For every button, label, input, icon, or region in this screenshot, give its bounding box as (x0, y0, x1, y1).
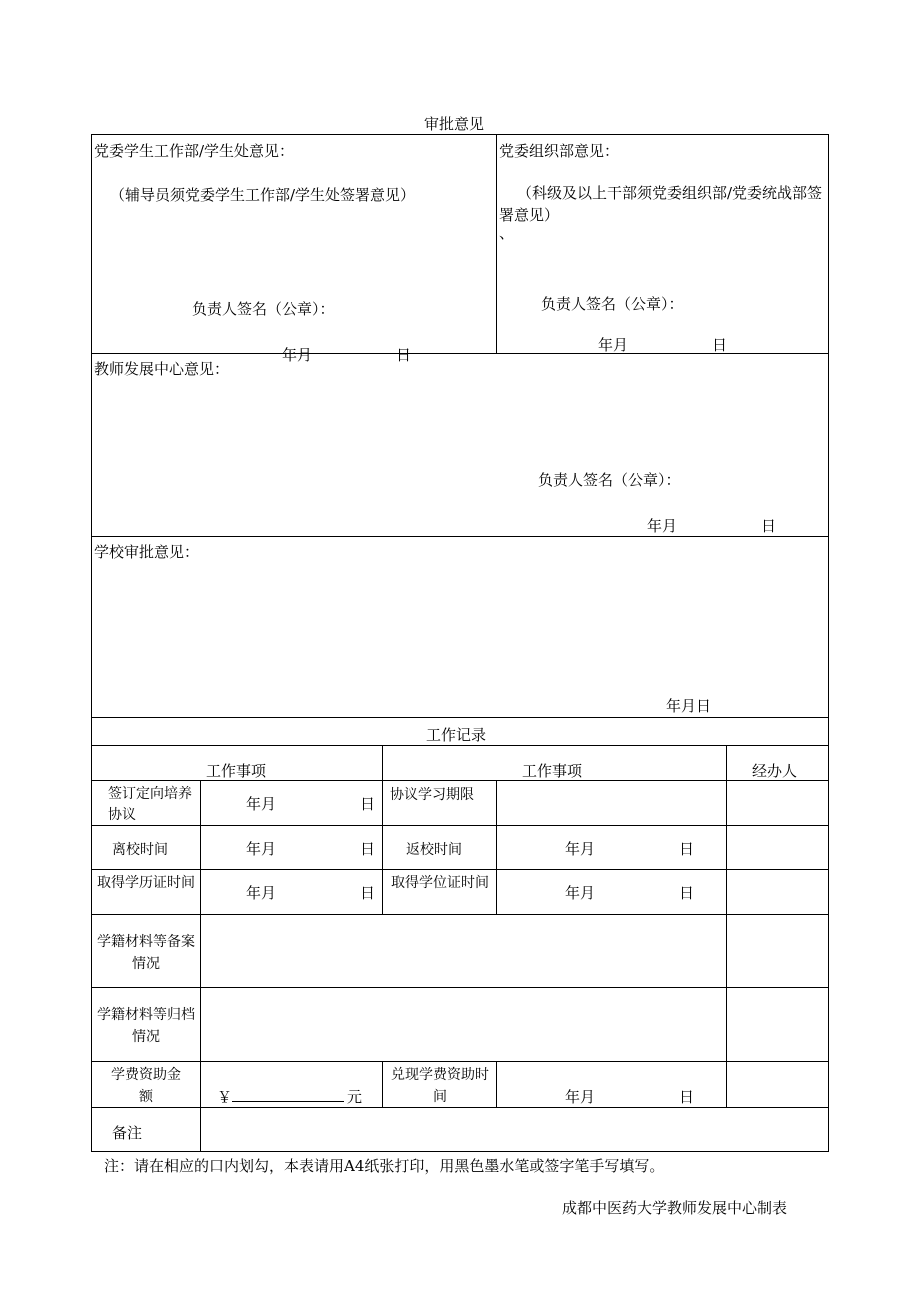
approval-title: 审批意见 (424, 115, 485, 133)
row1-left-day: 日 (360, 795, 376, 813)
row2-left-label: 离校时间 (112, 842, 168, 858)
row3-left-label: 取得学历证时间 (97, 875, 195, 891)
org-dept-note: （科级及以上干部须党委组织部/党委统战部签署意见） (499, 184, 823, 224)
school-date: 年月日 (666, 697, 712, 715)
row3-left-year-month: 年月 (246, 884, 277, 902)
fee-currency: ￥ (217, 1088, 233, 1106)
student-dept-date (92, 336, 496, 364)
row3-right-day: 日 (679, 884, 695, 902)
footer-note: 注：请在相应的口内划勾，本表请用A4纸张打印，用黑色墨水笔或签字笔手写填写。 (104, 1157, 665, 1175)
row2-right-label: 返校时间 (406, 842, 462, 858)
row3-right-year-month: 年月 (565, 884, 596, 902)
fee-label: 学费资助金额 (111, 1067, 181, 1105)
row1-left-year-month: 年月 (246, 795, 277, 813)
teacher-center-sign: 负责人签名（公章）： (538, 471, 681, 489)
header-work-item-right: 工作事项 (522, 762, 583, 780)
row2-left-year-month: 年月 (246, 840, 277, 858)
fee-amount-blank[interactable] (232, 1101, 344, 1102)
org-dept-day: 日 (712, 336, 728, 354)
student-dept-day: 日 (396, 346, 412, 364)
header-handler: 经办人 (752, 762, 798, 780)
row1-left-label: 签订定向培养协议 (108, 786, 192, 823)
row2-right-year-month: 年月 (565, 840, 596, 858)
student-dept-note: （辅导员须党委学生工作部/学生处签署意见） (110, 186, 416, 204)
fee-unit: 元 (347, 1088, 363, 1106)
header-work-item-left: 工作事项 (206, 762, 267, 780)
org-dept-mark: 、 (499, 224, 515, 242)
work-record-title: 工作记录 (426, 726, 487, 744)
org-dept-sign: 负责人签名（公章）： (541, 295, 684, 313)
archive-label: 学籍材料等归档情况 (97, 1007, 195, 1045)
row2-left-day: 日 (360, 840, 376, 858)
row3-left-day: 日 (360, 884, 376, 902)
row3-right-label: 取得学位证时间 (391, 875, 489, 891)
row2-right-day: 日 (679, 840, 695, 858)
org-dept-label: 党委组织部意见： (499, 142, 620, 160)
school-label: 学校审批意见： (94, 543, 200, 561)
filing-label: 学籍材料等备案情况 (97, 934, 195, 972)
fee-year-month: 年月 (565, 1088, 596, 1106)
teacher-center-day: 日 (761, 517, 777, 535)
remark-label: 备注 (112, 1124, 143, 1142)
teacher-center-year-month: 年月 (647, 517, 678, 535)
org-dept-year-month: 年月 (598, 336, 629, 354)
fee-day: 日 (679, 1088, 695, 1106)
student-dept-year-month: 年月 (282, 346, 313, 364)
teacher-center-label: 教师发展中心意见： (94, 360, 230, 378)
student-dept-label: 党委学生工作部/学生处意见： (94, 142, 295, 160)
fee-cash-label: 兑现学费资助时间 (391, 1067, 489, 1105)
student-dept-sign: 负责人签名（公章）： (192, 300, 335, 318)
row1-right-label: 协议学习期限 (390, 787, 474, 803)
footer-maker: 成都中医药大学教师发展中心制表 (562, 1199, 788, 1217)
